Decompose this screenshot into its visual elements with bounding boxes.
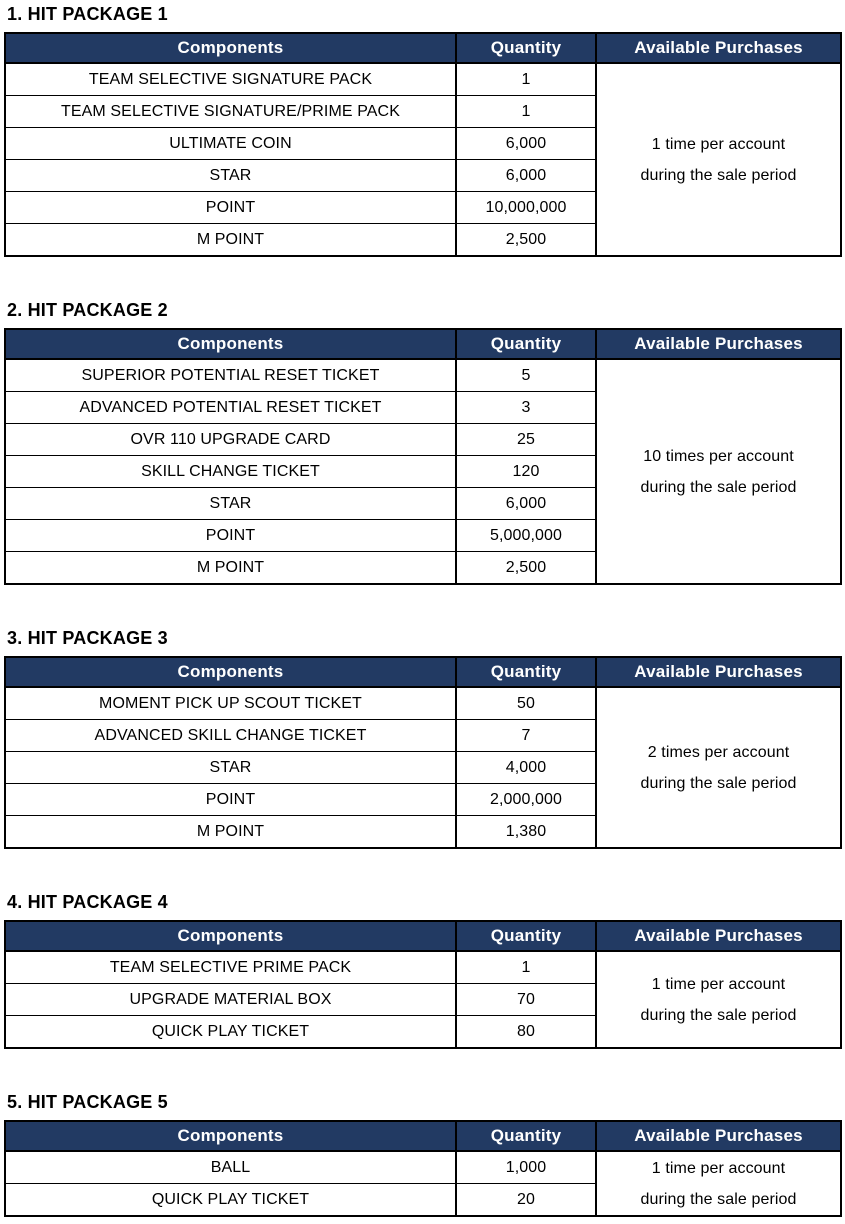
header-row [5,921,841,951]
component-cell: STAR [5,752,456,784]
components-header: Components [5,329,456,359]
component-cell: SUPERIOR POTENTIAL RESET TICKET [5,359,456,392]
component-cell: STAR [5,160,456,192]
component-cell: POINT [5,192,456,224]
available-purchases-header: Available Purchases [596,33,841,63]
component-cell: QUICK PLAY TICKET [5,1016,456,1049]
package-section-2 [4,299,840,585]
package-title: 2. HIT PACKAGE 2 [7,300,168,320]
table-row [5,951,841,984]
quantity-header: Quantity [456,921,596,951]
components-header: Components [5,921,456,951]
available-purchases-cell [596,63,841,256]
table-row [5,1151,841,1184]
available-purchases-line1: 10 times per account [643,447,794,465]
quantity-cell: 20 [456,1184,596,1217]
quantity-cell: 5 [456,359,596,392]
available-purchases-line2: during the sale period [640,478,797,496]
package-title: 5. HIT PACKAGE 5 [7,1092,168,1112]
component-cell: ADVANCED SKILL CHANGE TICKET [5,720,456,752]
available-purchases-header: Available Purchases [596,1121,841,1151]
quantity-cell: 70 [456,984,596,1016]
quantity-cell: 1 [456,63,596,96]
quantity-cell: 50 [456,687,596,720]
quantity-cell: 10,000,000 [456,192,596,224]
quantity-header: Quantity [456,329,596,359]
package-title: 4. HIT PACKAGE 4 [7,892,168,912]
component-cell: ADVANCED POTENTIAL RESET TICKET [5,392,456,424]
component-cell: BALL [5,1151,456,1184]
header-row [5,33,841,63]
component-cell: TEAM SELECTIVE SIGNATURE/PRIME PACK [5,96,456,128]
available-purchases-header: Available Purchases [596,657,841,687]
table-row [5,687,841,720]
quantity-cell: 2,500 [456,552,596,585]
available-purchases-line2: during the sale period [640,1006,797,1024]
header-row [5,657,841,687]
available-purchases-cell [596,1151,841,1216]
component-cell: ULTIMATE COIN [5,128,456,160]
package-section-5 [4,1091,840,1217]
component-cell: M POINT [5,224,456,257]
available-purchases-line1: 1 time per account [651,1159,786,1177]
quantity-cell: 2,000,000 [456,784,596,816]
available-purchases-line1: 1 time per account [651,135,786,153]
quantity-cell: 25 [456,424,596,456]
package-table [4,1120,842,1217]
component-cell: POINT [5,784,456,816]
header-row [5,329,841,359]
component-cell: QUICK PLAY TICKET [5,1184,456,1217]
available-purchases-header: Available Purchases [596,921,841,951]
quantity-cell: 3 [456,392,596,424]
component-cell: M POINT [5,816,456,849]
quantity-cell: 6,000 [456,160,596,192]
quantity-cell: 7 [456,720,596,752]
component-cell: SKILL CHANGE TICKET [5,456,456,488]
quantity-cell: 4,000 [456,752,596,784]
available-purchases-line2: during the sale period [640,1190,797,1208]
available-purchases-cell [596,951,841,1048]
available-purchases-cell [596,359,841,584]
components-header: Components [5,657,456,687]
quantity-header: Quantity [456,657,596,687]
component-cell: OVR 110 UPGRADE CARD [5,424,456,456]
quantity-cell: 6,000 [456,128,596,160]
available-purchases-line2: during the sale period [640,166,797,184]
available-purchases-cell [596,687,841,848]
quantity-cell: 6,000 [456,488,596,520]
package-title: 1. HIT PACKAGE 1 [7,4,168,24]
component-cell: POINT [5,520,456,552]
available-purchases-line2: during the sale period [640,774,797,792]
available-purchases-line1: 2 times per account [647,743,790,761]
components-header: Components [5,33,456,63]
table-row [5,359,841,392]
package-table [4,328,842,585]
quantity-header: Quantity [456,33,596,63]
quantity-cell: 1,000 [456,1151,596,1184]
quantity-cell: 5,000,000 [456,520,596,552]
quantity-header: Quantity [456,1121,596,1151]
available-purchases-header: Available Purchases [596,329,841,359]
quantity-cell: 1,380 [456,816,596,849]
component-cell: STAR [5,488,456,520]
available-purchases-line1: 1 time per account [651,975,786,993]
quantity-cell: 1 [456,951,596,984]
package-title: 3. HIT PACKAGE 3 [7,628,168,648]
quantity-cell: 2,500 [456,224,596,257]
component-cell: M POINT [5,552,456,585]
package-table [4,32,842,257]
package-section-3 [4,627,840,849]
components-header: Components [5,1121,456,1151]
package-table [4,920,842,1049]
quantity-cell: 120 [456,456,596,488]
quantity-cell: 80 [456,1016,596,1049]
table-row [5,63,841,96]
component-cell: MOMENT PICK UP SCOUT TICKET [5,687,456,720]
package-table [4,656,842,849]
package-section-4 [4,891,840,1049]
component-cell: TEAM SELECTIVE SIGNATURE PACK [5,63,456,96]
component-cell: UPGRADE MATERIAL BOX [5,984,456,1016]
header-row [5,1121,841,1151]
package-section-1 [4,3,840,257]
component-cell: TEAM SELECTIVE PRIME PACK [5,951,456,984]
quantity-cell: 1 [456,96,596,128]
